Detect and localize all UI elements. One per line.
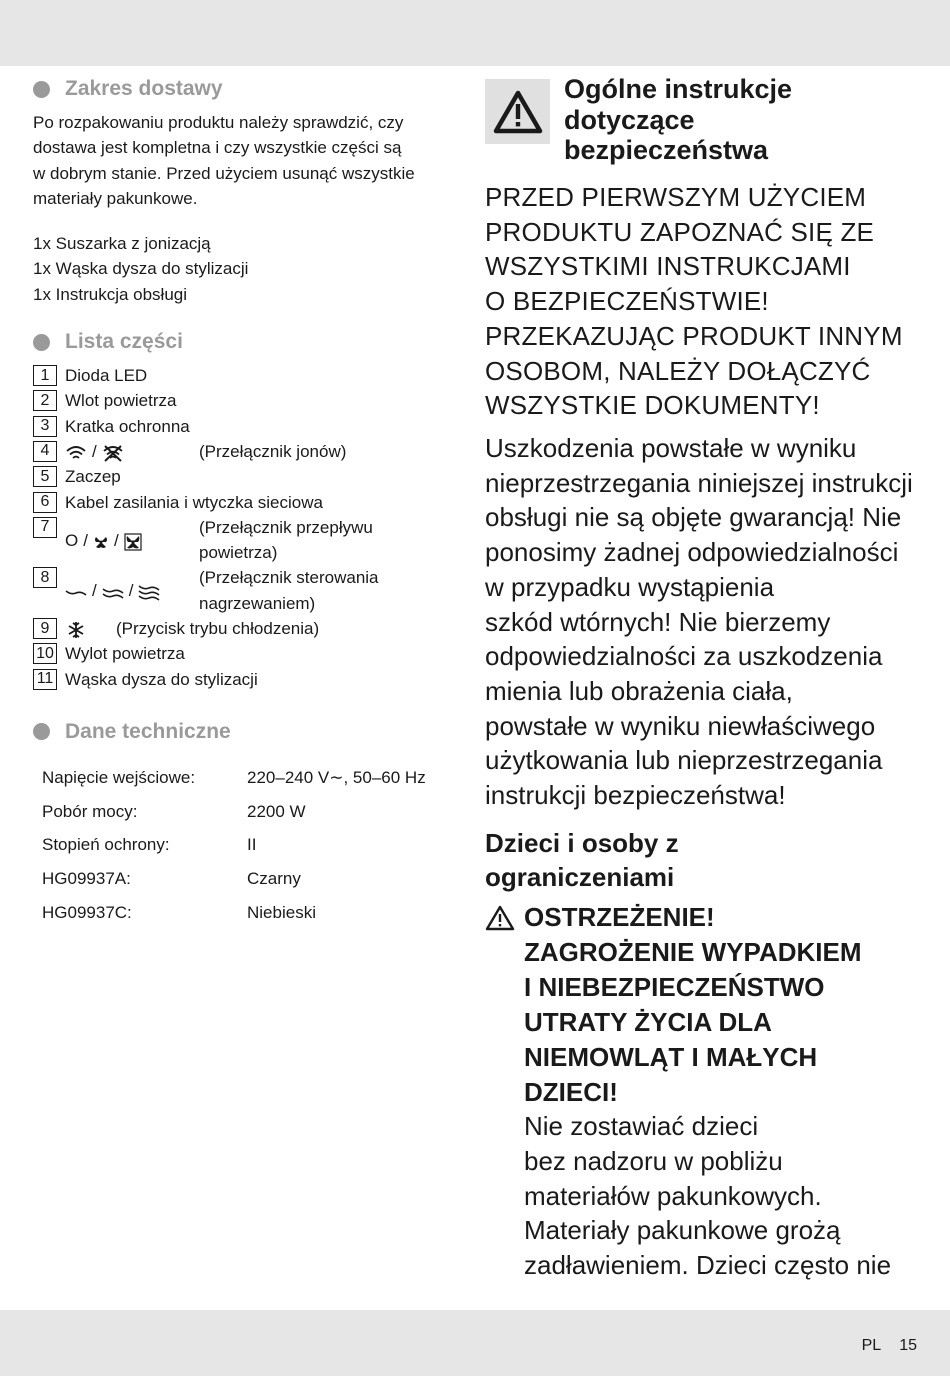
- page-footer: [844, 1337, 917, 1355]
- part-item: 6 Kabel zasilania i wtyczka sieciowa: [33, 490, 458, 515]
- fan-high-icon: [124, 533, 142, 551]
- bullet-icon: [33, 81, 50, 98]
- section-subtitle: Dzieci i osoby z ograniczeniami: [485, 828, 679, 892]
- part-item: 10 Wylot powietrza: [33, 641, 458, 666]
- delivery-items: [33, 231, 458, 307]
- list-item: 1x Instrukcja obsługi: [33, 284, 188, 304]
- table-row: Napięcie wejściowe: 220–240 V∼, 50–60 Hz: [42, 767, 426, 787]
- language-code: PL: [861, 1337, 882, 1354]
- part-item: 3 Kratka ochronna: [33, 414, 458, 439]
- part-item: 8 / / (Przełącznik sterowania nagrzewaniem): [33, 565, 458, 616]
- part-item: 9 (Przycisk trybu chłodzenia): [33, 616, 458, 641]
- heat-2-icon: [102, 583, 124, 601]
- top-band: [0, 0, 950, 66]
- part-item: 7 O / / (Przełącznik przepływu powietrza): [33, 515, 458, 566]
- bullet-icon: [33, 723, 50, 740]
- warning-triangle-icon: [485, 79, 550, 144]
- part-item: 5 Zaczep: [33, 464, 458, 489]
- page-number: 15: [899, 1337, 917, 1354]
- part-item: 4 / (Przełącznik jonów): [33, 439, 458, 464]
- table-row: Stopień ochrony: II: [42, 835, 257, 855]
- section-heading-tech: Dane techniczne: [33, 717, 458, 747]
- delivery-intro: Po rozpakowaniu produktu należy sprawdzić, czy dostawa jest kompletna i czy wszystkie części są w dobrym stanie. Przed użyciem usunąć wszystkie materiały pakunkowe.: [33, 113, 415, 208]
- warning-heading: OSTRZEŻENIE! ZAGROŻENIE WYPADKIEM I NIEBEZPIECZEŃSTWO UTRATY ŻYCIA DLA NIEMOWLĄT I MAŁYCH DZIECI!: [485, 900, 925, 1109]
- bottom-band: [0, 1310, 950, 1376]
- list-item: 1x Suszarka z jonizacją: [33, 234, 211, 254]
- tech-table: [42, 761, 458, 930]
- heat-3-icon: [138, 583, 160, 601]
- parts-list: [33, 363, 458, 692]
- ion-off-icon: [102, 444, 124, 462]
- table-row: HG09937C: Niebieski: [42, 903, 316, 923]
- page-title: Ogólne instrukcje dotyczące bezpieczeństwa: [564, 74, 793, 165]
- snowflake-icon: [65, 621, 87, 639]
- part-item: 1 Dioda LED: [33, 363, 458, 388]
- heat-1-icon: [65, 583, 87, 601]
- warning-body: Nie zostawiać dzieci bez nadzoru w pobliżu materiałów pakunkowych. Materiały pakunkowe grożą zadławieniem. Dzieci często nie: [524, 1111, 892, 1281]
- part-item: 11 Wąska dysza do stylizacji: [33, 667, 458, 692]
- list-item: 1x Wąska dysza do stylizacji: [33, 259, 249, 279]
- warranty-paragraph: Uszkodzenia powstałe w wyniku nieprzestrzegania niniejszej instrukcji obsługi nie są objęte gwarancją! Nie ponosimy żadnej odpowiedzialności w przypadku wystąpienia szkód wtórnych! Nie bierzemy odpowiedzialności za uszkodzenia mienia lub obrażenia ciała, powstałe w wyniku niewłaściwego użytkowania lub nieprzestrzegania instrukcji bezpieczeństwa!: [485, 433, 913, 811]
- off-circle-icon: O: [65, 530, 79, 550]
- section-heading-delivery: Zakres dostawy: [33, 74, 458, 104]
- table-row: Pobór mocy: 2200 W: [42, 801, 306, 821]
- warning-small-icon: [485, 905, 515, 931]
- safety-caps-notice: PRZED PIERWSZYM UŻYCIEM PRODUKTU ZAPOZNAĆ SIĘ ZE WSZYSTKIMI INSTRUKCJAMI O BEZPIECZEŃSTWIE! PRZEKAZUJĄC PRODUKT INNYM OSOBOM, NALEŻY DOŁĄCZYĆ WSZYSTKIE DOKUMENTY!: [485, 182, 903, 421]
- left-column: [33, 74, 458, 930]
- bullet-icon: [33, 334, 50, 351]
- section-heading-parts: Lista części: [33, 327, 458, 357]
- table-row: HG09937A: Czarny: [42, 869, 301, 889]
- fan-low-icon: [93, 533, 109, 551]
- ion-on-icon: [65, 444, 87, 462]
- part-item: 2 Wlot powietrza: [33, 388, 458, 413]
